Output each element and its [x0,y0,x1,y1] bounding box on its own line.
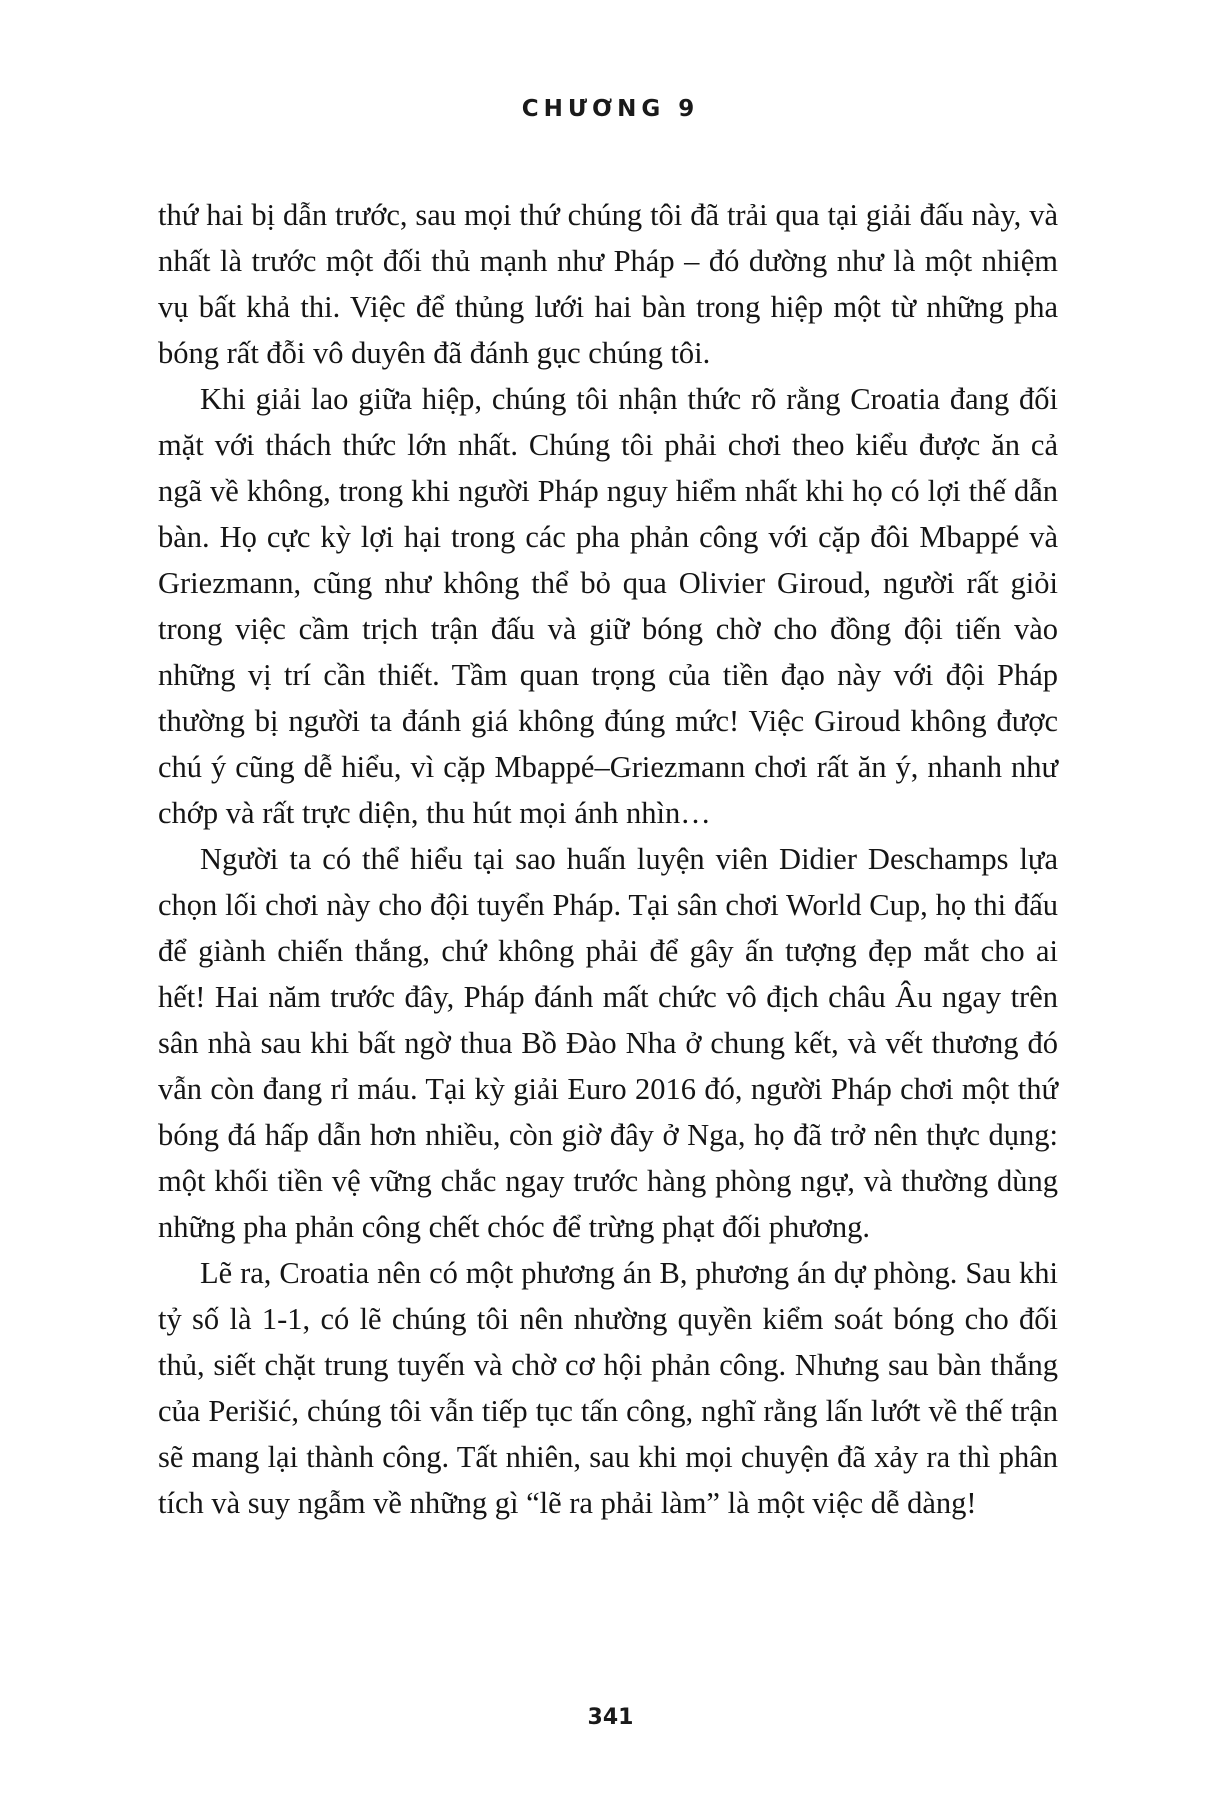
paragraph: Khi giải lao giữa hiệp, chúng tôi nhận thức rõ rằng Croatia đang đối mặt với thách thức lớn nhất. Chúng tôi phải chơi theo kiểu được ăn cả ngã về không, trong khi người Pháp nguy hiểm nhất khi họ có lợi thế dẫn bàn. Họ cực kỳ lợi hại trong các pha phản công với cặp đôi Mbappé và Griezmann, cũng như không thể bỏ qua Olivier Giroud, người rất giỏi trong việc cầm trịch trận đấu và giữ bóng chờ cho đồng đội tiến vào những vị trí cần thiết. Tầm quan trọng của tiền đạo này với đội Pháp thường bị người ta đánh giá không đúng mức! Việc Giroud không được chú ý cũng dễ hiểu, vì cặp Mbappé–Griezmann chơi rất ăn ý, nhanh như chớp và rất trực diện, thu hút mọi ánh nhìn… [158,382,1058,830]
page-body [158,192,1058,1526]
paragraph: Người ta có thể hiểu tại sao huấn luyện viên Didier Deschamps lựa chọn lối chơi này cho đội tuyển Pháp. Tại sân chơi World Cup, họ thi đấu để giành chiến thắng, chứ không phải để gây ấn tượng đẹp mắt cho ai hết! Hai năm trước đây, Pháp đánh mất chức vô địch châu Âu ngay trên sân nhà sau khi bất ngờ thua Bồ Đào Nha ở chung kết, và vết thương đó vẫn còn đang rỉ máu. Tại kỳ giải Euro 2016 đó, người Pháp chơi một thứ bóng đá hấp dẫn hơn nhiều, còn giờ đây ở Nga, họ đã trở nên thực dụng: một khối tiền vệ vững chắc ngay trước hàng phòng ngự, và thường dùng những pha phản công chết chóc để trừng phạt đối phương. [158,842,1058,1244]
paragraph: Lẽ ra, Croatia nên có một phương án B, phương án dự phòng. Sau khi tỷ số là 1-1, có lẽ chúng tôi nên nhường quyền kiểm soát bóng cho đối thủ, siết chặt trung tuyến và chờ cơ hội phản công. Nhưng sau bàn thắng của Perišić, chúng tôi vẫn tiếp tục tấn công, nghĩ rằng lấn lướt về thế trận sẽ mang lại thành công. Tất nhiên, sau khi mọi chuyện đã xảy ra thì phân tích và suy ngẫm về những gì “lẽ ra phải làm” là một việc dễ dàng! [158,1256,1058,1520]
chapter-title: CHƯƠNG 9 [521,96,700,122]
paragraph-continuation: thứ hai bị dẫn trước, sau mọi thứ chúng tôi đã trải qua tại giải đấu này, và nhất là trước một đối thủ mạnh như Pháp – đó dường như là một nhiệm vụ bất khả thi. Việc để thủng lưới hai bàn trong hiệp một từ những pha bóng rất đỗi vô duyên đã đánh gục chúng tôi. [158,198,1058,370]
page-number: 341 [587,1705,634,1730]
